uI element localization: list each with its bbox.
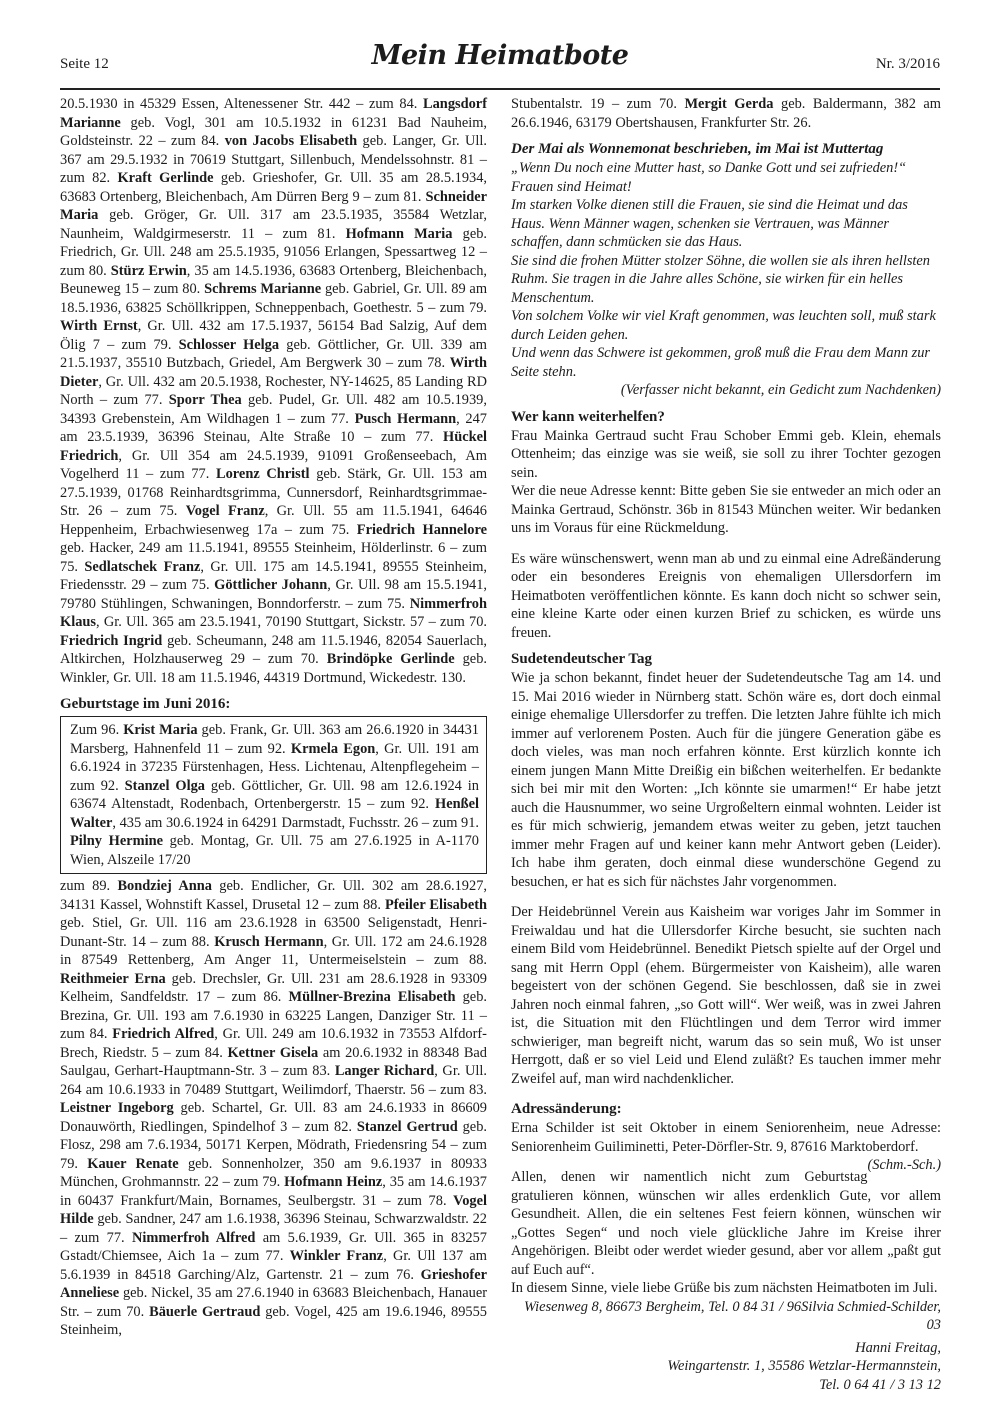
sudeten-paragraph: Wie ja schon bekannt, findet heuer der Sudetendeutsche Tag am 14. und 15. Mai 2016 wieder in Nürnberg statt. Schön wäre es, dort doch einmal einige ehemalige Ullersdorfer zu treffen. Die letzten Jahre fühlte ich mich immer auf verlorenem Posten. Auch für die jüngere Generation gäbe es doch vieles, was man noch erfahren könnte. Erst kürzlich konnte ich einem jungen Mann Mitte Dreißig ein bißchen weiterhelfen. Er bedankte sich bei mir mit den Worten: „Ich könnte sie umarmen!“ Er habe jetzt auch die Hausnummer, wo seine Urgroßeltern einmal wohnten. Leider ist es für mich schwierig, jemandem etwas weiter zu geben, jetzt tauchen immer mehr Fragen auf und keiner kann mehr Antwort geben (Leider). Ich habe ihm geraten, doch einmal diese wunderschöne Gegend zu besuchen, er hat es sich für nächstes Jahr vorgenommen. bbox=[511, 670, 941, 890]
wish-paragraph: Es wäre wünschenswert, wenn man ab und zu einmal eine Adreßänderung oder ein besonderes Ereignis von ehemaligen Ullersdorfern im Heimatboten veröffentlichen könnte. Es kann doch nicht so schwer sein, eine kleine Karte oder einen kurzen Brief zu schicken, es würde uns freuen. bbox=[511, 550, 941, 641]
masthead-title: Mein Heimatbote bbox=[371, 40, 629, 71]
person-name: Reithmeier Erna bbox=[60, 970, 166, 987]
poem-line: Von solchem Volke wir viel Kraft genommen, was leuchten soll, muß stark durch Leiden gehen. bbox=[511, 308, 936, 343]
signature-1-name: Silvia Schmied-Schilder, bbox=[801, 1298, 941, 1315]
june-birthdays-heading: Geburtstage im Juni 2016: bbox=[60, 696, 231, 712]
person-name: Bondziej Anna bbox=[117, 878, 212, 894]
person-name: Brindöpke Gerlinde bbox=[326, 651, 455, 667]
person-name: Winkler Franz bbox=[289, 1248, 384, 1264]
person-name: Vogel Franz bbox=[185, 503, 265, 519]
person-name: Grieshofer Anneliese bbox=[60, 1266, 487, 1301]
address-change-signature: (Schm.-Sch.) bbox=[867, 1157, 941, 1173]
help-paragraph-1: Frau Mainka Gertraud sucht Frau Schober Emmi geb. Klein, ehemals Ottenheim; das einzige was sie weiß, sie soll zu ihrer Tochter gezogen sein. bbox=[511, 427, 941, 481]
poem-line: Sie sind die frohen Mütter stolzer Söhne, die wollen sie als ihren hellsten Ruhm. Sie tragen in die Jahre alles Schöne, sie wirken für ein helles Menschentum. bbox=[511, 252, 931, 306]
person-name: Schneider Maria bbox=[60, 188, 487, 223]
person-name: Lorenz Christl bbox=[216, 466, 310, 482]
page-number: Seite 12 bbox=[60, 56, 109, 72]
june-birthdays-box bbox=[60, 716, 487, 874]
closing-paragraph: Allen, denen wir namentlich nicht zum Geburtstag gratulieren können, wünschen wir alles erdenklich Gute, vor allem Gesundheit. Allen, die ein seltenes Fest feiern können, wünschen wir „Gottes Segen“ und noch viele glückliche Jahre im Kreise ihrer Angehörigen. Bleibt oder werdet wieder gesund, aber vor allem „paßt gut auf Euch auf“. bbox=[511, 1169, 941, 1278]
person-name: Krusch Hermann bbox=[214, 933, 324, 950]
person-name: Stanzel Gertrud bbox=[356, 1118, 458, 1135]
help-heading: Wer kann weiterhelfen? bbox=[511, 408, 665, 425]
person-name: Nimmerfroh Klaus bbox=[60, 595, 487, 630]
help-paragraph-2: Wer die neue Adresse kennt: Bitte geben Sie sie entweder an mich oder an Mainka Gertraud, Schönstr. 36b in 81543 München weiter. Wir bedanken uns im Voraus für eine Rückmeldung. bbox=[511, 483, 941, 536]
person-name: Wirth Dieter bbox=[60, 355, 487, 390]
person-name: Langsdorf Marianne bbox=[60, 96, 487, 131]
person-name: Pilny Hermine bbox=[70, 833, 163, 849]
person-name: Müllner-Brezina Elisabeth bbox=[288, 989, 456, 1005]
person-name: Stanzel Olga bbox=[124, 777, 205, 794]
header-rule bbox=[60, 88, 940, 90]
person-name: Krist Maria bbox=[123, 722, 198, 738]
person-name: Friedrich Alfred bbox=[112, 1026, 215, 1042]
person-name: Nimmerfroh Alfred bbox=[131, 1229, 256, 1246]
continued-entry bbox=[511, 95, 941, 132]
issue-number: Nr. 3/2016 bbox=[875, 56, 940, 72]
person-name: Leistner Ingeborg bbox=[60, 1100, 174, 1116]
june-birthdays-text: zum 89. Bondziej Anna geb. Endlicher, Gr. Ull. 302 am 28.6.1927, 34131 Kassel, Wohnstift Kassel, Drusetal 12 – zum 88. Pfeiler Elisabeth geb. Stiel, Gr. Ull. 116 am 23.6.1928 in 63500 Seligenstadt, Henri-Dunant-Str. 14 – zum 88. Krusch Hermann, Gr. Ull. 172 am 24.6.1928 in 87549 Rettenberg, Am Anger 11, Untermeiselstein – zum 88. Reithmeier Erna geb. Drechsler, Gr. Ull. 231 am 28.6.1928 in 93309 Kelheim, Sandfeldstr. 17 – zum 86. Müllner-Brezina Elisabeth geb. Brezina, Gr. Ull. 193 am 7.6.1930 in 63225 Langen, Danziger Str. 11 – zum 84. Friedrich Alfred, Gr. Ull. 249 am 10.6.1932 in 73553 Alfdorf-Brech, Riedstr. 5 – zum 84. Kettner Gisela am 20.6.1932 in 88348 Bad Saulgau, Gerhart-Hauptmann-Str. 3 – zum 83. Langer Richard, Gr. Ull. 264 am 10.6.1933 in 70489 Stuttgart, Weilimdorf, Thaerstr. 56 – zum 83. Leistner Ingeborg geb. Schartel, Gr. Ull. 83 am 24.6.1933 in 86609 Donauwörth, Riedlingen, Spindelhof 3 – zum 82. Stanzel Gertrud geb. Flosz, 298 am 7.6.1934, 50171 Kerpen, Mödrath, Friedensring 54 – zum 79. Kauer Renate geb. Sonnenholzer, 350 am 9.6.1937 in 80933 München, Grohmannstr. 22 – zum 79. Hofmann Heinz, 35 am 14.6.1937 in 60437 Frankfurt/Main, Bornames, Seulbergstr. 31 – zum 78. Vogel Hilde geb. Sandner, 247 am 1.6.1938, 36396 Steinau, Schwarzwaldstr. 22 – zum 77. Nimmerfroh Alfred am 5.6.1939, Gr. Ull. 365 in 83257 Gstadt/Chiemsee, Aich 1a – zum 77. Winkler Franz, Gr. Ull 137 am 5.6.1939 in 84518 Garching/Alz, Gartenstr. 21 – zum 76. Grieshofer Anneliese geb. Nickel, 35 am 27.6.1940 in 63683 Bleichenbach, Hanauer Str. – zum 70. Bäuerle Gertraud geb. Vogel, 425 am 19.6.1946, 89555 Steinheim, bbox=[60, 878, 488, 1338]
heidebruennel-paragraph: Der Heidebrünnel Verein aus Kaisheim war voriges Jahr im Sommer in Freiwaldau und hat die Ullersdorfer Kirche besucht, sie suchten nach einem Bild vom Heidebrünnel. Benedikt Pietsch spielte auf der Orgel und sang mit Herrn Oppl (ehem. Bürgermeister von Kaisheim), alle waren begeistert von der schönen Gegend. Sie beschlossen, daß sie in zwei Jahren noch einmal fahren, „so Gott will“. Wer weiß, was in zwei Jahren ist, die Situation mit den Flüchtlingen und dem Terror wird immer schwieriger, man begreift nicht, warum das so sein muß, Wo ist unser Herrgott, daß er so viel Leid und Elend zuläßt? Es tauchen immer mehr Zweifel auf, man wird nachdenklicher. bbox=[511, 904, 941, 1087]
person-name: Schlosser Helga bbox=[178, 336, 280, 353]
person-name: Vogel Hilde bbox=[60, 1192, 487, 1227]
poem-line: Und wenn das Schwere ist gekommen, groß muß die Frau dem Mann zur Seite stehn. bbox=[511, 345, 931, 380]
poem-line: „Wenn Du noch eine Mutter hast, so Danke Gott und sei zufrieden!“ Frauen sind Heimat! bbox=[511, 160, 907, 195]
continued-entry-rest: geb. Baldermann, 382 am 26.6.1946, 63179 Obertshausen, Frankfurter Str. 26. bbox=[511, 96, 941, 131]
mai-heading: Der Mai als Wonnemonat beschrieben, im Mai ist Muttertag bbox=[511, 141, 884, 157]
sudeten-heading: Sudetendeutscher Tag bbox=[511, 651, 653, 667]
address-change-paragraph bbox=[511, 1119, 941, 1173]
person-name: Friedrich Hannelore bbox=[356, 521, 487, 538]
person-name: Kraft Gerlinde bbox=[117, 170, 214, 186]
left-column bbox=[60, 95, 487, 1340]
person-name: von Jacobs Elisabeth bbox=[224, 133, 358, 149]
person-name: Hofmann Maria bbox=[345, 225, 453, 242]
right-column bbox=[511, 95, 941, 1394]
person-name: Langer Richard bbox=[334, 1063, 435, 1079]
person-name: Krmela Egon bbox=[290, 740, 376, 757]
page-header bbox=[60, 40, 940, 88]
signature-1-address: Wiesenweg 8, 86673 Bergheim, Tel. 0 84 31 / 96 03 bbox=[523, 1298, 941, 1333]
person-name: Friedrich Ingrid bbox=[60, 632, 163, 649]
person-name: Pusch Hermann bbox=[354, 410, 457, 427]
continued-entry-start: Stubentalstr. 19 – zum 70. bbox=[511, 96, 685, 112]
person-name: Hofmann Heinz bbox=[284, 1174, 383, 1190]
person-name: Kettner Gisela bbox=[227, 1044, 319, 1061]
may-birthdays-text: 20.5.1930 in 45329 Essen, Altenessener Str. 442 – zum 84. Langsdorf Marianne geb. Vogl, 301 am 10.5.1932 in 61231 Bad Nauheim, Goldsteinstr. 22 – zum 84. von Jacobs Elisabeth geb. Langer, Gr. Ull. 367 am 29.5.1932 in 70619 Stuttgart, Sillenbuch, Mendelssohnstr. 81 – zum 82. Kraft Gerlinde geb. Grieshofer, Gr. Ull. 35 am 28.5.1934, 63683 Ortenberg, Bleichenbach, Am Dürren Berg 9 – zum 81. Schneider Maria geb. Gröger, Gr. Ull. 317 am 23.5.1935, 35584 Wetzlar, Naunheim, Waldgirmeserstr. 11 – zum 81. Hofmann Maria geb. Friedrich, Gr. Ull. 248 am 25.5.1935, 91056 Erlangen, Spessartweg 12 – zum 80. Stürz Erwin, 35 am 14.5.1936, 63683 Ortenberg, Bleichenbach, Beuneweg 15 – zum 80. Schrems Marianne geb. Gabriel, Gr. Ull. 89 am 18.5.1936, 63825 Schöllkrippen, Schneppenbach, Goethestr. 5 – zum 79. Wirth Ernst, Gr. Ull. 432 am 17.5.1937, 56154 Bad Salzig, Auf dem Ölig 7 – zum 79. Schlosser Helga geb. Göttlicher, Gr. Ull. 339 am 21.5.1937, 35510 Butzbach, Griedel, Am Bergwerk 30 – zum 78. Wirth Dieter, Gr. Ull. 432 am 20.5.1938, Rochester, NY-14625, 85 Landing RD North – zum 77. Sporr Thea geb. Pudel, Gr. Ull. 482 am 10.5.1939, 34393 Grebenstein, Am Wildhagen 1 – zum 77. Pusch Hermann, 247 am 23.5.1939, 36396 Steinau, Alte Straße 10 – zum 77. Hückel Friedrich, Gr. Ull 354 am 24.5.1939, 91091 Großenseebach, Am Vogelherd 11 – zum 77. Lorenz Christl geb. Stärk, Gr. Ull. 153 am 27.5.1939, 01768 Reinhardtsgrimma, Cunnersdorf, Reinhardtsgrimmae-Str. 26 – zum 75. Vogel Franz, Gr. Ull. 55 am 11.5.1941, 64646 Heppenheim, Erbachwiesenweg 17a – zum 75. Friedrich Hannelore geb. Hacker, 249 am 11.5.1941, 89555 Steinheim, Hölderlinstr. 6 – zum 75. Sedlatschek Franz, Gr. Ull. 175 am 14.5.1941, 89555 Steinheim, Friedensstr. 29 – zum 75. Göttlicher Johann, Gr. Ull. 98 am 15.5.1941, 79780 Stühlingen, Schwaningen, Bonndorferstr. – zum 75. Nimmerfroh Klaus, Gr. Ull. 365 am 23.5.1941, 70190 Stuttgart, Sickstr. 57 – zum 70. Friedrich Ingrid geb. Scheumann, 248 am 11.5.1946, 82054 Sauerlach, Altkirchen, Holzhauserweg 29 – zum 70. Brindöpke Gerlinde geb. Winkler, Gr. Ull. 18 am 11.5.1946, 44319 Dortmund, Wickedestr. 130. bbox=[60, 96, 488, 686]
person-name: Wirth Ernst bbox=[60, 318, 138, 334]
person-name: Sporr Thea bbox=[168, 392, 242, 408]
signature-2-phone: Tel. 0 64 41 / 3 13 12 bbox=[819, 1376, 941, 1393]
person-name: Henßel Walter bbox=[70, 796, 479, 831]
person-name: Sedlatschek Franz bbox=[84, 558, 201, 575]
address-change-heading: Adressänderung: bbox=[511, 1101, 622, 1117]
poem-source: (Verfasser nicht bekannt, ein Gedicht zum Nachdenken) bbox=[620, 382, 941, 398]
person-name: Bäuerle Gertraud bbox=[149, 1303, 261, 1320]
person-name: Stürz Erwin bbox=[110, 262, 187, 279]
address-change-text: Erna Schilder ist seit Oktober in einem Seniorenheim, neue Adresse: Seniorenheim Guiliminetti, Peter-Dörfler-Str. 9, 87616 Marktoberdorf. bbox=[511, 1120, 941, 1155]
person-name: Schrems Marianne bbox=[204, 281, 322, 297]
signature-2-address: Weingartenstr. 1, 35586 Wetzlar-Hermannstein, bbox=[667, 1358, 941, 1374]
person-name: Pfeiler Elisabeth bbox=[384, 896, 488, 913]
poem bbox=[511, 159, 941, 381]
person-name: Kauer Renate bbox=[87, 1155, 179, 1172]
person-name: Göttlicher Johann bbox=[214, 577, 328, 593]
closing-paragraph-2 bbox=[511, 1279, 941, 1315]
closing-greeting: In diesem Sinne, viele liebe Grüße bis zum nächsten Heimatboten im Juli. bbox=[511, 1280, 938, 1296]
signature-2-name: Hanni Freitag, bbox=[855, 1339, 941, 1356]
person-name: Hückel Friedrich bbox=[60, 429, 487, 464]
continued-entry-name: Mergit Gerda bbox=[684, 96, 774, 112]
june-birthdays-box-text: Zum 96. Krist Maria geb. Frank, Gr. Ull. 363 am 26.6.1920 in 34431 Marsberg, Hahnenfeld 11 – zum 92. Krmela Egon, Gr. Ull. 191 am 6.6.1924 in 37235 Fürstenhagen, Hess. Lichtenau, Altenpflegeheim – zum 92. Stanzel Olga geb. Göttlicher, Gr. Ull. 98 am 12.6.1924 in 63674 Altenstadt, Rodenbach, Ortenbergerstr. 15 – zum 92. Henßel Walter, 435 am 30.6.1924 in 64291 Darmstadt, Fuchsstr. 26 – zum 91. Pilny Hermine geb. Montag, Gr. Ull. 75 am 27.6.1925 in A-1170 Wien, Alszeile 17/20 bbox=[70, 722, 479, 868]
poem-line: Im starken Volke dienen still die Frauen, sie sind die Heimat und das Haus. Wenn Männer wagen, schenken sie Vertrauen, was Männer schaffen, dann schmücken sie das Haus. bbox=[511, 197, 908, 250]
